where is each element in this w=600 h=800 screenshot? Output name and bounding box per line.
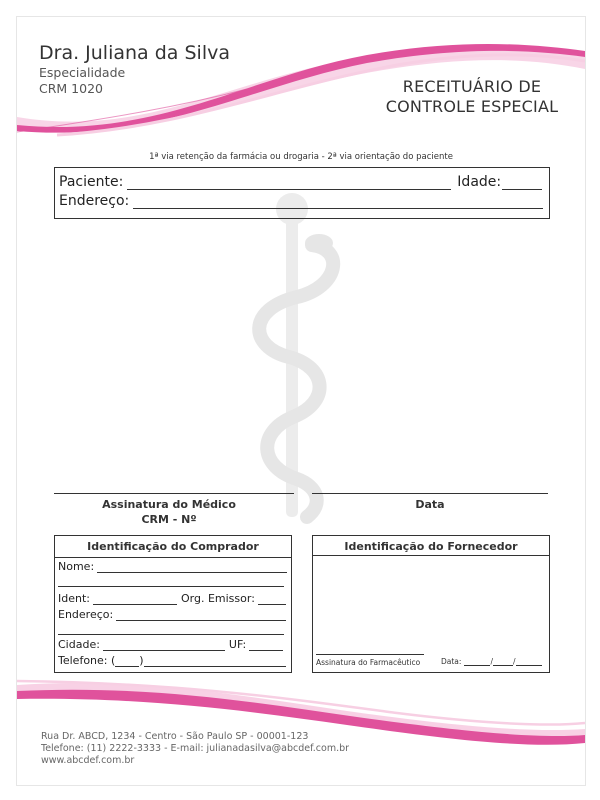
doctor-crm: CRM 1020 <box>39 81 103 96</box>
patient-box <box>54 167 550 219</box>
buyer-phone-close: ) <box>139 654 144 667</box>
via-note: 1ª via retenção da farmácia ou drogaria - 2ª via orientação do paciente <box>149 152 453 162</box>
buyer-issuer-field[interactable] <box>258 593 286 605</box>
patient-age-field[interactable] <box>502 175 542 190</box>
supplier-date-month-field[interactable] <box>493 657 513 666</box>
buyer-box-divider <box>55 557 291 558</box>
asclepius-rod-icon <box>227 187 357 527</box>
buyer-city-row <box>58 638 283 651</box>
buyer-state-label: UF: <box>228 638 247 651</box>
supplier-date-slash-2: / <box>512 657 516 666</box>
supplier-box <box>312 535 550 673</box>
patient-name-label: Paciente: <box>59 174 124 190</box>
patient-address-field[interactable] <box>133 194 543 209</box>
document-title <box>367 77 577 117</box>
patient-name-row <box>59 174 542 190</box>
prescription-page <box>16 16 586 786</box>
supplier-date-row <box>441 657 542 666</box>
supplier-date-label: Data: <box>441 657 462 666</box>
date-signature-line[interactable] <box>312 493 548 494</box>
buyer-phone-row <box>58 654 286 667</box>
document-title-line2: CONTROLE ESPECIAL <box>385 97 559 116</box>
doctor-specialty: Especialidade <box>39 65 126 80</box>
buyer-phone-label: Telefone: ( <box>58 654 116 667</box>
footer-website[interactable]: www.abcdef.com.br <box>41 755 135 766</box>
buyer-address-label: Endereço: <box>58 608 114 621</box>
pharmacist-signature-label: Assinatura do Farmacêutico <box>316 658 421 667</box>
date-label: Data <box>415 498 445 511</box>
patient-address-row <box>59 193 543 209</box>
buyer-name-field[interactable] <box>97 561 287 573</box>
buyer-name-row <box>58 560 287 573</box>
supplier-date-slash-1: / <box>490 657 493 666</box>
buyer-name-label: Nome: <box>58 560 95 573</box>
supplier-box-title: Identificação do Fornecedor <box>344 540 518 553</box>
supplier-date-day-field[interactable] <box>464 657 490 666</box>
buyer-address-field[interactable] <box>116 609 286 621</box>
buyer-city-label: Cidade: <box>58 638 100 651</box>
supplier-box-divider <box>313 555 549 556</box>
doctor-name: Dra. Juliana da Silva <box>39 42 230 64</box>
buyer-address-row <box>58 608 286 621</box>
buyer-ident-label: Ident: <box>58 592 90 605</box>
buyer-name-extra-line[interactable] <box>58 586 284 587</box>
buyer-box <box>54 535 292 673</box>
supplier-date-year-field[interactable] <box>516 657 542 666</box>
patient-name-field[interactable] <box>127 175 451 190</box>
buyer-issuer-label: Org. Emissor: <box>181 592 255 605</box>
patient-age-label: Idade: <box>457 174 502 190</box>
footer-contact: Telefone: (11) 2222-3333 - E-mail: julianadasilva@abcdef.com.br <box>41 743 350 754</box>
doctor-signature-line[interactable] <box>54 493 294 494</box>
buyer-ident-row <box>58 592 286 605</box>
buyer-phone-field[interactable] <box>144 655 286 667</box>
buyer-phone-area-field[interactable] <box>115 655 139 667</box>
footer-address: Rua Dr. ABCD, 1234 - Centro - São Paulo SP - 00001-123 <box>41 731 309 742</box>
buyer-address-extra-line[interactable] <box>58 634 284 635</box>
buyer-ident-field[interactable] <box>93 593 177 605</box>
doctor-signature-label: Assinatura do Médico <box>102 498 236 511</box>
document-title-line1: RECEITUÁRIO DE <box>402 77 542 96</box>
crm-number-label: CRM - Nº <box>141 513 197 526</box>
patient-address-label: Endereço: <box>59 193 130 209</box>
buyer-city-field[interactable] <box>103 639 225 651</box>
buyer-box-title: Identificação do Comprador <box>87 540 259 553</box>
buyer-state-field[interactable] <box>249 639 283 651</box>
pharmacist-signature-line[interactable] <box>316 654 424 655</box>
